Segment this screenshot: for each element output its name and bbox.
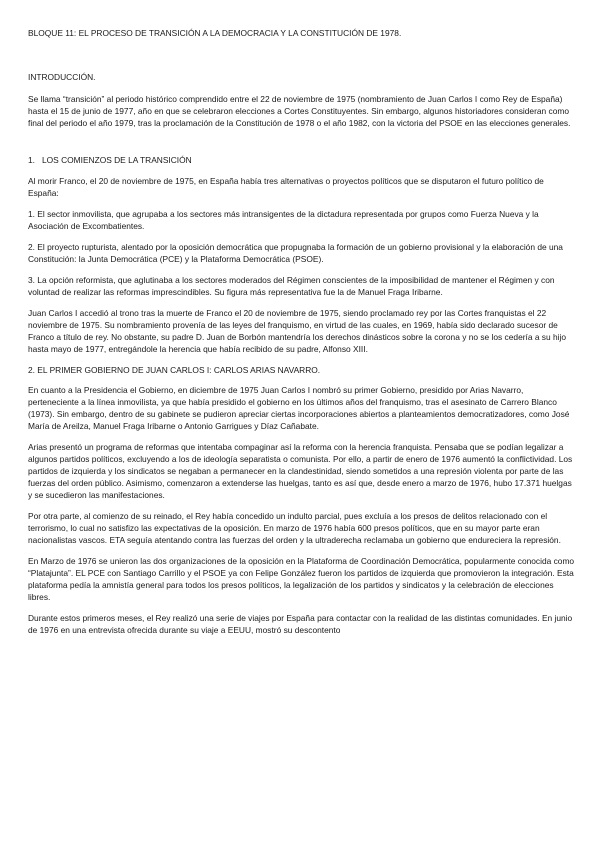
- document-title: BLOQUE 11: EL PROCESO DE TRANSICIÓN A LA DEMOCRACIA Y LA CONSTITUCIÓN DE 1978.: [28, 28, 402, 38]
- section1-heading-text: LOS COMIENZOS DE LA TRANSICIÓN: [42, 155, 192, 165]
- section1-paragraph: 3. La opción reformista, que aglutinaba a los sectores moderados del Régimen conscientes de la imposibilidad de mantener el Régimen y con voluntad de realizar las reformas imprescindibles. Su figura más representativa fue la de Manuel Fraga Iribarne.: [28, 275, 555, 297]
- section2-paragraph: Por otra parte, al comienzo de su reinado, el Rey había concedido un indulto parcial, pues excluía a los presos de delitos relacionado con el terrorismo, lo cual no satisfizo las expectativas de la oposición. En marzo de 1976 había 600 presos políticos, que en su mayor parte eran nacionalistas vascos. ETA seguía atentando contra las fuerzas del orden y la ultraderecha reclamaba un gobierno que endureciera la represión.: [28, 511, 561, 545]
- section2-heading: 2. EL PRIMER GOBIERNO DE JUAN CARLOS I: CARLOS ARIAS NAVARRO.: [28, 365, 321, 375]
- section1-paragraph: Al morir Franco, el 20 de noviembre de 1975, en España había tres alternativas o proyectos políticos que se disputaron el futuro político de España:: [28, 176, 544, 198]
- section1-number: 1.: [28, 155, 35, 165]
- section1-heading: [28, 154, 576, 166]
- intro-heading: INTRODUCCIÓN.: [28, 72, 96, 82]
- section2-paragraph: En Marzo de 1976 se unieron las dos organizaciones de la oposición en la Plataforma de Coordinación Democrática, popularmente conocida como “Platajunta”. EL PCE con Santiago Carrillo y el PSOE ya con Felipe González fueron los partidos de izquierda que promovieron la integración. Esta plataforma pedía la amnistía general para todos los presos políticos, la legalización de los partidos y sindicatos y la celebración de elecciones libres.: [28, 556, 575, 602]
- section1-paragraph: Juan Carlos I accedió al trono tras la muerte de Franco el 20 de noviembre de 1975, siendo proclamado rey por las Cortes franquistas el 22 noviembre de 1975. Su nombramiento provenía de las leyes del franquismo, en virtud de las cuales, en 1969, había sido declarado sucesor de Franco a título de rey. No obstante, su padre D. Juan de Borbón mantendría los derechos dinásticos sobre la corona y no se los cedería a su hijo hasta mayo de 1977, entregándole la herencia que había recibido de su padre, Alfonso XIII.: [28, 308, 567, 354]
- section1-paragraph: 1. El sector inmovilista, que agrupaba a los sectores más intransigentes de la dictadura representada por grupos como Fuerza Nueva y la Asociación de Excombatientes.: [28, 209, 539, 231]
- intro-paragraph: Se llama “transición” al periodo histórico comprendido entre el 22 de noviembre de 1975 (nombramiento de Juan Carlos I como Rey de España) hasta el 15 de junio de 1977, año en que se celebraron elecciones a Cortes Constituyentes. Sin embargo, algunos historiadores consideran como final del periodo el año 1979, tras la proclamación de la Constitución de 1978 o el año 1982, con la victoria del PSOE en las elecciones generales.: [28, 94, 571, 128]
- section1-paragraph: 2. El proyecto rupturista, alentado por la oposición democrática que propugnaba la formación de un gobierno provisional y la elaboración de una Constitución: la Junta Democrática (PCE) y la Plataforma Democrática (PSOE).: [28, 242, 563, 264]
- document-page: [28, 27, 576, 645]
- section2-paragraph: Durante estos primeros meses, el Rey realizó una serie de viajes por España para contactar con la realidad de las distintas comunidades. En junio de 1976 en una entrevista ofrecida durante su viaje a EEUU, mostró su descontento: [28, 613, 573, 635]
- section2-paragraph: Arias presentó un programa de reformas que intentaba compaginar así la reforma con la herencia franquista. Pensaba que se podían legalizar a algunos partidos políticos, excluyendo a los de ideología separatista o comunista. Por ello, a partir de enero de 1976 aumentó la conflictividad. Los partidos de izquierda y los sindicatos se negaban a permanecer en la clandestinidad, siendo sometidos a una represión violenta por parte de las fuerzas del orden público. Asimismo, comenzaron a extenderse las huelgas, tanto es así que, desde enero a marzo de 1976, hubo 17.371 huelgas y se sucedieron las manifestaciones.: [28, 442, 573, 500]
- section2-paragraph: En cuanto a la Presidencia el Gobierno, en diciembre de 1975 Juan Carlos I nombró su primer Gobierno, presidido por Arias Navarro, perteneciente a la línea inmovilista, ya que había presidido el gobierno en los últimos años del franquismo, tras el asesinato de Carrero Blanco (1973). Sin embargo, dentro de su gabinete se pudieron apreciar ciertas incorporaciones abiertos a planteamientos democratizadores, como José María de Areilza, Manuel Fraga Iribarne o Antonio Garrigues y Díaz Cañabate.: [28, 385, 570, 431]
